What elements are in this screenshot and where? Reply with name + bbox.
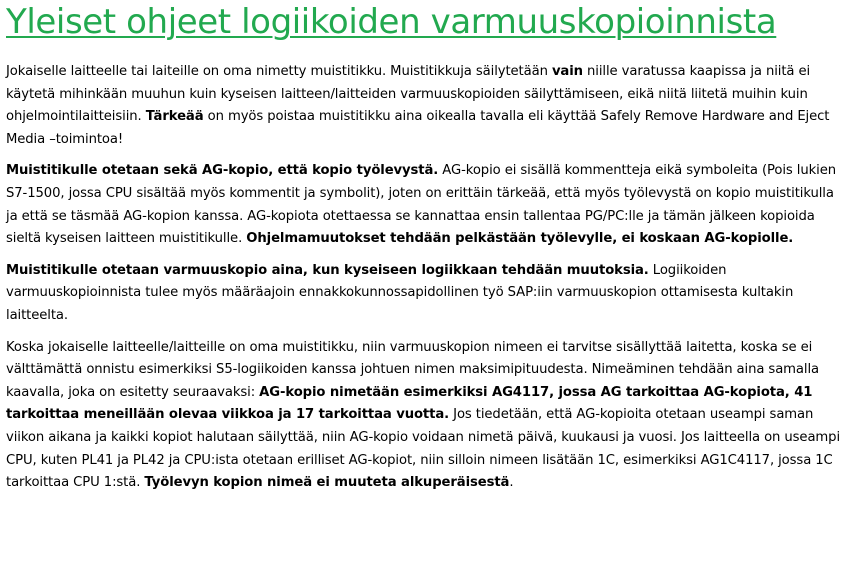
emphasis-text: Ohjelmamuutokset tehdään pelkästään työlevylle, ei koskaan AG-kopiolle. xyxy=(246,231,794,247)
paragraph-text: Jokaiselle laitteelle tai laiteille on oma nimetty muistitikku. Muistitikkuja säilytetään xyxy=(6,64,552,79)
emphasis-text: AG-kopio nimetään esimerkiksi AG4117, jossa AG tarkoittaa AG-kopiota, 41 tarkoittaa meneillään olevaa viikkoa ja 17 tarkoittaa vuotta. xyxy=(6,384,813,423)
paragraph-text: Jos tiedetään, että AG-kopioita otetaan useampi saman viikon aikana ja kaikki kopiot halutaan säilyttää, niin AG-kopio voidaan nimetä päivä, kuukausi ja vuosi. Jos laitteella on useampi CPU, kuten PL41 ja PL42 ja CPU:ista otetaan erilliset AG-kopiot, niin silloin nimeen lisätään 1C, esimerkiksi AG1C4117, jossa 1C tarkoittaa CPU 1:stä. xyxy=(6,407,841,491)
emphasis-text: Muistitikulle otetaan sekä AG-kopio, että kopio työlevystä. xyxy=(6,163,439,179)
page-title: Yleiset ohjeet logiikoiden varmuuskopioinnista xyxy=(6,2,777,42)
emphasis-text: vain xyxy=(551,64,583,79)
emphasis-text: Tärkeää xyxy=(145,109,204,125)
document-body xyxy=(6,61,844,504)
paragraph-ag-copy xyxy=(6,160,844,250)
paragraph-text: . xyxy=(509,475,514,491)
paragraph-naming xyxy=(6,337,844,495)
paragraph-text: Logiikoiden varmuuskopioinnista tulee myös määräajoin ennakkokunnossapidollinen työ SAP:iin varmuuskopion ottamisesta kultakin laitteelta. xyxy=(6,262,794,323)
paragraph-storage xyxy=(6,61,844,151)
paragraph-text: niille varatussa kaapissa ja niitä ei käytetä mihinkään muuhun kuin kyseisen laitteen/laitteiden varmuuskopioiden säilyttämiseen, eikä niitä liitetä muihin kuin ohjelmointilaitteisiin. xyxy=(6,64,811,125)
paragraph-text: Koska jokaiselle laitteelle/laitteille on oma muistitikku, niin varmuuskopion nimeen ei tarvitse sisällyttää laitetta, koska se ei välttämättä onnistu esimerkiksi S5-logiikoiden kanssa johtuen nimen maksimipituudesta. Nimeäminen tehdään aina samalla kaavalla, joka on esitetty seuraavaksi: xyxy=(6,339,820,400)
paragraph-backup-timing xyxy=(6,260,844,328)
paragraph-text: on myös poistaa muistitikku aina oikealla tavalla eli käyttää Safely Remove Hardware and Eject Media –toimintoa! xyxy=(6,109,830,147)
emphasis-text: Työlevyn kopion nimeä ei muuteta alkuperäisestä xyxy=(144,475,510,491)
paragraph-text: AG-kopio ei sisällä kommentteja eikä symboleita (Pois lukien S7-1500, jossa CPU sisältää myös kommentit ja symbolit), joten on erittäin tärkeää, että myös työlevystä on kopio muistitikulla ja että se täsmää AG-kopion kanssa. AG-kopiota otettaessa se kannattaa ensin tallentaa PG/PC:lle ja tämän jälkeen kopioida sieltä kyseisen laitteen muistitikulle. xyxy=(6,163,836,247)
emphasis-text: Muistitikulle otetaan varmuuskopio aina, kun kyseiseen logiikkaan tehdään muutoksia. xyxy=(6,262,649,278)
